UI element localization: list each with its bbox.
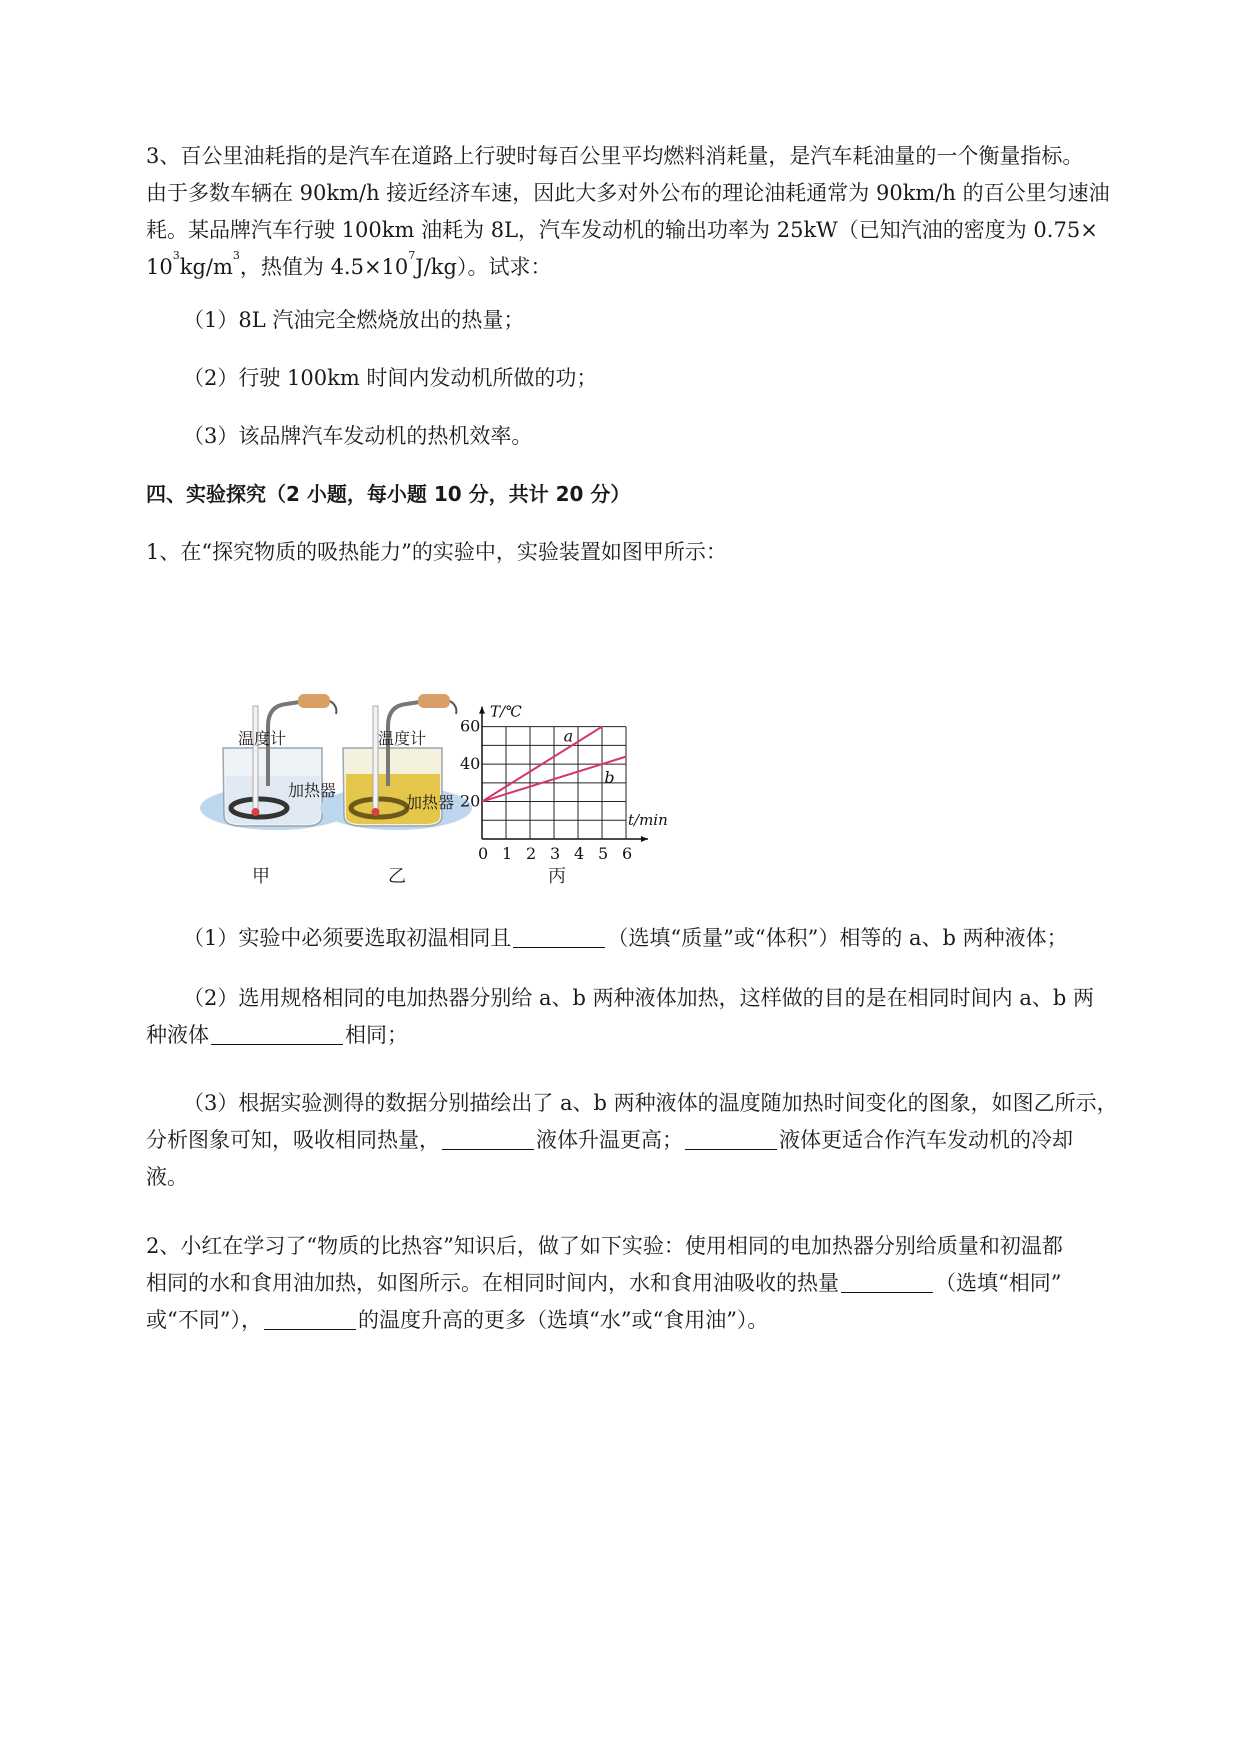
series-label-a: a <box>563 726 574 746</box>
figure-svg <box>196 666 756 896</box>
q3-sub-1: （1）8L 汽油完全燃烧放出的热量； <box>183 308 525 332</box>
x-tick-label: 1 <box>502 844 513 863</box>
label-thermometer-jia: 温度计 <box>238 729 287 748</box>
e2-line-1: 2、小红在学习了“物质的比热容”知识后，做了如下实验：使用相同的电加热器分别给质量和初温都 <box>146 1234 1063 1258</box>
e1-q2-text-b: 相同； <box>345 1023 408 1047</box>
q3-line-2: 由于多数车辆在 90km/h 接近经济车速，因此大多对外公布的理论油耗通常为 90km/h 的百公里匀速油 <box>146 181 1110 205</box>
experiment-2 <box>146 1228 1106 1339</box>
caption-jia: 甲 <box>252 866 270 887</box>
section-4-title: 四、实验探究（2 小题，每小题 10 分，共计 20 分） <box>146 482 631 506</box>
y-tick-label: 40 <box>460 754 481 774</box>
e2-line-3 <box>146 1302 1106 1339</box>
e1-q3-blank-1[interactable] <box>442 1127 534 1150</box>
e1-q2-text-a: 种液体 <box>146 1023 209 1047</box>
q3-sub-2: （2）行驶 100km 时间内发动机所做的功； <box>183 366 598 390</box>
temperature-time-chart <box>460 703 668 863</box>
x-tick-label: 4 <box>574 844 585 863</box>
e1-q1-text-b: （选填“质量”或“体积”）相等的 a、b 两种液体； <box>607 926 1068 950</box>
label-thermometer-yi: 温度计 <box>378 729 427 748</box>
e2-line-2 <box>146 1265 1106 1302</box>
y-axis-arrow <box>479 707 485 714</box>
x-tick-label: 0 <box>478 844 489 863</box>
e1-q3-line-2 <box>146 1122 1106 1159</box>
e1-q3-text-c: 液体更适合作汽车发动机的冷却 <box>779 1128 1073 1152</box>
experiment-1-intro: 1、在“探究物质的吸热能力”的实验中，实验装置如图甲所示： <box>146 540 727 564</box>
experiment-figure <box>196 666 756 896</box>
q3-density-exp: 3 <box>172 249 180 262</box>
caption-yi: 乙 <box>388 866 406 887</box>
e1-q3-text-b: 液体升温更高； <box>536 1128 683 1152</box>
x-axis-arrow <box>641 836 648 842</box>
e1-q3-text-a: 分析图象可知，吸收相同热量， <box>146 1128 440 1152</box>
e1-q1-blank[interactable] <box>513 925 605 948</box>
e1-q3-blank-2[interactable] <box>685 1127 777 1150</box>
x-axis-label: t/min <box>628 811 668 829</box>
e1-q1-text-a: （1）实验中必须要选取初温相同且 <box>183 926 512 950</box>
q3-density-unit-exp: 3 <box>232 249 240 262</box>
e1-q2-line-1: （2）选用规格相同的电加热器分别给 a、b 两种液体加热，这样做的目的是在相同时间内 a、b 两 <box>183 986 1094 1010</box>
series-label-b: b <box>604 767 615 787</box>
e1-q2-line-2 <box>146 1017 1106 1054</box>
question-3 <box>146 138 1110 286</box>
q3-heat-value: ，热值为 4.5×10 <box>239 255 409 279</box>
x-tick-label: 6 <box>622 844 633 863</box>
x-tick-label: 5 <box>598 844 609 863</box>
x-tick-label: 3 <box>550 844 561 863</box>
e1-q3-line-3: 液。 <box>146 1165 188 1189</box>
e2-text-d: 的温度升高的更多（选填“水”或“食用油”）。 <box>357 1308 769 1332</box>
e1-question-1 <box>183 920 1123 957</box>
q3-line-3: 耗。某品牌汽车行驶 100km 油耗为 8L，汽车发动机的输出功率为 25kW（已知汽油的密度为 0.75× <box>146 218 1098 242</box>
x-tick-label: 2 <box>526 844 537 863</box>
q3-sub-3: （3）该品牌汽车发动机的热机效率。 <box>183 424 533 448</box>
q3-heat-exp: 7 <box>408 249 416 262</box>
e2-blank-2[interactable] <box>264 1307 356 1330</box>
e1-question-3 <box>146 1085 1118 1196</box>
e1-q3-line-1: （3）根据实验测得的数据分别描绘出了 a、b 两种液体的温度随加热时间变化的图象，如图乙所示， <box>183 1091 1118 1115</box>
q3-line-1: 3、百公里油耗指的是汽车在道路上行驶时每百公里平均燃料消耗量，是汽车耗油量的一个衡量指标。 <box>146 144 1084 168</box>
q3-heat-unit: J/kg）。试求： <box>415 255 552 279</box>
e1-question-2 <box>146 980 1106 1054</box>
q3-density-unit: kg/m <box>179 255 233 279</box>
e2-text-b: （选填“相同” <box>935 1271 1062 1295</box>
y-tick-label: 20 <box>460 791 481 811</box>
y-tick-label: 60 <box>460 716 481 736</box>
e1-q2-blank[interactable] <box>211 1022 343 1045</box>
e2-text-c: 或“不同”）， <box>146 1308 262 1332</box>
label-heater-jia: 加热器 <box>288 781 337 800</box>
q3-density-base: 10 <box>146 255 173 279</box>
y-axis-label: T/℃ <box>490 702 522 721</box>
q3-line-4 <box>146 249 1106 286</box>
label-heater-yi: 加热器 <box>406 793 455 812</box>
e2-text-a: 相同的水和食用油加热，如图所示。在相同时间内，水和食用油吸收的热量 <box>146 1271 839 1295</box>
caption-bing: 丙 <box>548 866 566 887</box>
e2-blank-1[interactable] <box>841 1270 933 1293</box>
